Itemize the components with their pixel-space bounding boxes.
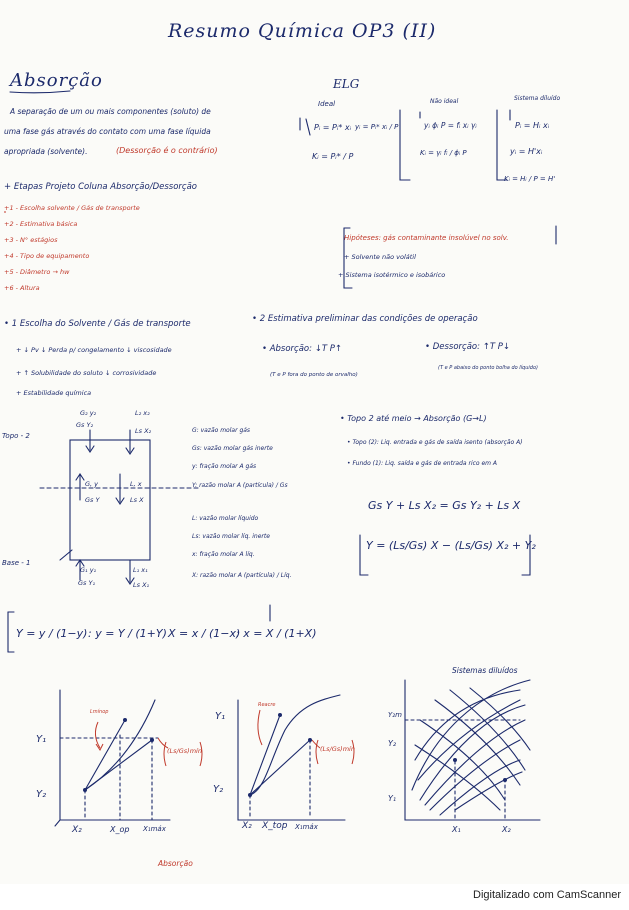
graph2-y2: Y₂ — [213, 784, 224, 795]
elv-eq1: Pᵢ = Pᵢ* xᵢ — [314, 123, 352, 132]
elv-diluido-label: Sistema diluído — [514, 95, 561, 102]
legend-item: X: razão molar A (partícula) / Líq. — [192, 572, 292, 579]
balance-equation: Gs Y + Ls X₂ = Gs Y₂ + Ls X — [368, 499, 521, 512]
elv-hipoteses: Hipóteses: gás contaminante insolúvel no solv. — [344, 234, 509, 242]
conv-eq3: X = x / (1−x) — [168, 627, 241, 640]
absorcao-text-2: uma fase gás através do contato com uma fase líquida — [4, 127, 211, 136]
elv-hipotese-2: + Solvente não volátil — [344, 253, 416, 261]
balance-topo-text: • Topo 2 até meio → Absorção (G→L) — [340, 414, 487, 423]
graph1-y2: Y₂ — [36, 789, 47, 800]
column-bot-right: L₁ x₁ — [133, 566, 148, 574]
graph3-y2: Y₂ — [388, 739, 397, 748]
column-bot-left-2: Gs Y₁ — [78, 579, 96, 587]
column-top-in-2: Gs Y₂ — [76, 421, 94, 429]
etapa-item: +6 - Altura — [4, 284, 40, 292]
balance-topo-2: • Topo (2): Liq. entrada e gás de saída isento (absorção A) — [347, 439, 523, 446]
elv-eq7: Kᵢ = γᵢ fᵢ / ϕᵢ P — [420, 149, 467, 157]
graph1-caption: Absorção — [158, 859, 193, 868]
footer-watermark: Digitalizado com CamScanner — [473, 889, 621, 901]
column-top-right-2: Ls X₂ — [135, 427, 152, 435]
elv-eq2: yᵢ = Pᵢ* xᵢ / P — [355, 123, 399, 131]
graph2-slope: (Ls/Gs)mín — [320, 745, 355, 753]
graph1-xmax: X₁máx — [143, 825, 166, 833]
etapa-item: +5 - Diâmetro → hw — [4, 268, 70, 276]
graph1-slope: (Ls/Gs)mín — [167, 747, 202, 755]
graph2-curve-label: Reacre — [258, 702, 276, 708]
etapa-item: +2 - Estimativa básica — [4, 220, 78, 228]
legend-item: G: vazão molar gás — [192, 427, 251, 434]
graph3-title: Sistemas diluídos — [452, 666, 518, 675]
column-mid-left: G, y — [85, 480, 99, 488]
sec2-heading: • 2 Estimativa preliminar das condições de operação — [252, 314, 478, 324]
graph1-y1: Y₁ — [36, 734, 47, 745]
column-base-label: Base - 1 — [2, 559, 31, 567]
etapa-item: +1 - Escolha solvente / Gás de transporte — [4, 204, 140, 212]
column-top-right: L₂ x₂ — [135, 409, 150, 417]
elv-eq4: Pᵢ = Hᵢ xᵢ — [515, 121, 550, 130]
legend-item: Ls: vazão molar líq. inerte — [192, 533, 270, 540]
absorcao-text-1: A separação de um ou mais componentes (soluto) de — [10, 107, 211, 116]
elv-nao-ideal-label: Não ideal — [430, 98, 459, 105]
sec1-line-3: + Estabilidade química — [16, 389, 92, 397]
absorcao-note: (Dessorção é o contrário) — [116, 146, 218, 155]
legend-item: Gs: vazão molar gás inerte — [192, 445, 273, 452]
elv-eq8: Kᵢ = Hᵢ / P = H' — [504, 175, 556, 183]
etapa-item: +4 - Tipo de equipamento — [4, 252, 90, 260]
conv-eq1: Y = y / (1−y) — [16, 627, 88, 640]
footer-bar — [0, 884, 629, 910]
elv-eq3: yᵢ ϕᵢ P = fᵢ xᵢ γᵢ — [424, 121, 477, 130]
etapa-item: +3 - N° estágios — [4, 236, 58, 244]
absorcao-heading: Absorção — [10, 70, 103, 91]
operating-line-equation: Y = (Ls/Gs) X − (Ls/Gs) X₂ + Y₂ — [366, 539, 536, 552]
sec1-line-2: + ↑ Solubilidade do soluto ↓ corrosividade — [16, 369, 157, 377]
column-top-in: G₂ y₂ — [80, 409, 97, 417]
elv-ideal-label: Ideal — [318, 100, 336, 108]
graph2-y1: Y₁ — [215, 711, 226, 722]
elv-eq6: Kᵢ = Pᵢ* / P — [312, 152, 354, 161]
column-mid-right: L, x — [130, 480, 142, 488]
elv-eq5: yᵢ = H'xᵢ — [510, 147, 543, 156]
legend-item: Y: razão molar A (partícula) / Gs — [192, 482, 288, 489]
graph1-xop: X_op — [110, 825, 130, 834]
sec1-heading: • 1 Escolha do Solvente / Gás de transporte — [4, 319, 191, 329]
conv-eq4: : x = X / (1+X) — [236, 627, 317, 640]
graph2-xtop: X_top — [262, 821, 288, 831]
column-mid-left-2: Gs Y — [85, 496, 100, 504]
conv-eq2: : y = Y / (1+Y) — [88, 627, 167, 640]
column-bot-right-2: Ls X₁ — [133, 581, 150, 589]
balance-fundo-1: • Fundo (1): Liq. saída e gás de entrada rico em A — [347, 460, 498, 467]
graph3-x1: X₁ — [452, 825, 461, 834]
graph3-y1: Y₁ — [388, 794, 397, 803]
page-title: Resumo Química OP3 (II) — [168, 20, 437, 42]
column-topo-label: Topo - 2 — [2, 432, 30, 440]
legend-item: y: fração molar A gás — [192, 463, 257, 470]
absorcao-text-3: apropriada (solvente). — [4, 147, 88, 156]
legend-item: L: vazão molar líquido — [192, 515, 259, 522]
elv-heading: ELG — [333, 77, 360, 91]
sec1-line-1: + ↓ Pv ↓ Perda p/ congelamento ↓ viscosidade — [16, 346, 172, 354]
legend-item: x: fração molar A líq. — [192, 551, 255, 558]
graph3-x2: X₂ — [502, 825, 511, 834]
elv-hipotese-3: + Sistema isotérmico e isobárico — [338, 271, 446, 279]
graph2-x2: X₂ — [242, 821, 252, 831]
graph2-xmax: X₁máx — [295, 823, 318, 831]
sec2-dessorcao-note: (T e P abaixo do ponto bolha do líquido) — [438, 365, 538, 371]
column-bot-left: G₁ y₁ — [80, 566, 97, 574]
column-mid-right-2: Ls X — [130, 496, 144, 504]
sec2-absorcao: • Absorção: ↓T P↑ — [262, 344, 342, 354]
sec2-absorcao-note: (T e P fora do ponto de orvalho) — [270, 372, 358, 378]
sec2-dessorcao: • Dessorção: ↑T P↓ — [425, 342, 510, 352]
graph1-curve-label: Lmínop — [90, 709, 109, 715]
graph3-y2m: Y₂m — [388, 711, 402, 719]
graph1-x2: X₂ — [72, 825, 82, 835]
etapas-heading: + Etapas Projeto Coluna Absorção/Dessorção — [4, 182, 197, 192]
